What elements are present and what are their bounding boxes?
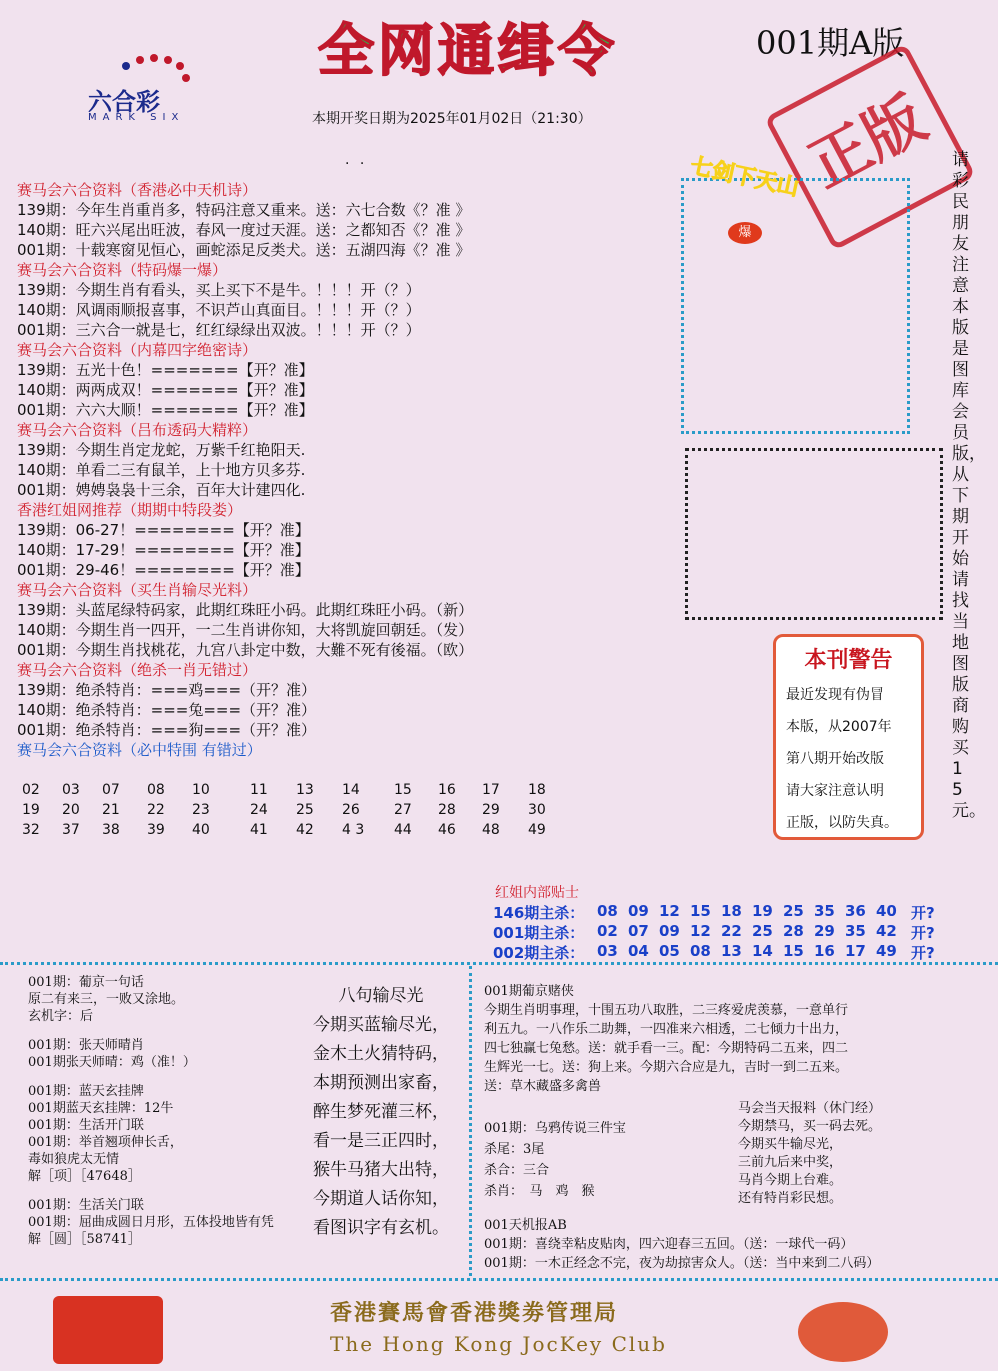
tip-line: 001期：六六大顺！=======【开？准】	[17, 401, 314, 419]
number-cell: 29	[482, 802, 500, 818]
draw-date: 本期开奖日期为2025年01月02日（21:30）	[312, 111, 592, 127]
crow-block	[484, 1118, 704, 1202]
kill-number: 08	[690, 942, 711, 960]
open-mark: 开?	[911, 904, 935, 922]
poem-title: 八句输尽光	[338, 986, 424, 1006]
gamble-line: 生辉光一七。送：狗上来。今期六合应是九，吉时一到二五来。	[484, 1060, 849, 1075]
burst-badge: 爆	[728, 222, 762, 244]
gamble-line: 今期生肖明事理，十围五功八取胜，二三疼爱虎羡慕，一意单行	[484, 1003, 849, 1018]
kill-number: 15	[783, 942, 804, 960]
genuine-stamp: 正版	[764, 43, 976, 251]
kill-number: 35	[814, 902, 835, 920]
tip-line: 139期：今期生肖定龙蛇，万紫千红艳阳天.	[17, 441, 306, 459]
number-cell: 32	[22, 822, 40, 838]
tip-line: 001期：张天师晴肖	[28, 1038, 144, 1053]
kill-number: 22	[721, 922, 742, 940]
gamble-line: 四七独赢七兔愁。送：就手看一三。配：今期特码二五来，四二	[484, 1041, 849, 1056]
warning-box	[773, 634, 924, 840]
divider-bottom	[0, 1278, 998, 1281]
tip-line: 001期：29-46！========【开？准】	[17, 561, 310, 579]
number-row	[22, 800, 582, 820]
tip-line: 玄机字：后	[28, 1009, 94, 1024]
poem-line: 本期预测出家畜，	[313, 1073, 449, 1093]
number-cell: 02	[22, 782, 40, 798]
image-box-bottom	[685, 448, 943, 620]
tip-line: 139期：今年生肖重肖多，特码注意又重来。送：六七合数《？准 》	[17, 201, 471, 219]
bottom-left-tips	[28, 974, 278, 1260]
number-cell: 41	[250, 822, 268, 838]
tip-line: 001期：绝杀特肖：===狗===（开？准）	[17, 721, 317, 739]
row-label: 001期主杀：	[493, 924, 585, 942]
sky-line: 001期：一木正经念不完，夜为劫掠害众人。（送：当中来到二八码）	[484, 1256, 880, 1271]
horse-block	[738, 1100, 968, 1208]
kill-number: 12	[690, 922, 711, 940]
number-cell: 28	[438, 802, 456, 818]
number-cell: 40	[192, 822, 210, 838]
kill-number: 09	[659, 922, 680, 940]
divider-top	[0, 962, 998, 965]
section-title: 赛马会六合资料（内幕四字绝密诗）	[17, 341, 258, 359]
number-cell: 08	[147, 782, 165, 798]
number-cell: 27	[394, 802, 412, 818]
hongjie-row	[493, 942, 953, 962]
number-cell: 25	[296, 802, 314, 818]
tip-line: 140期：旺六兴尾出旺波，春风一度过天涯。送：之都知否《？准 》	[17, 221, 471, 239]
tip-line: 001期：娉娉袅袅十三余，百年大计建四化.	[17, 481, 306, 499]
tip-line: 140期：单看二三有鼠羊，上十地方贝多芬.	[17, 461, 306, 479]
tip-line: 001期张天师晴：鸡（准！）	[28, 1055, 196, 1070]
number-cell: 4 3	[342, 822, 365, 838]
gamble-line: 001期葡京赌侠	[484, 984, 574, 999]
image-box-top	[681, 178, 910, 434]
poem-line: 今期买蓝输尽光，	[313, 1015, 449, 1035]
kill-number: 35	[845, 922, 866, 940]
tip-line: 140期：风调雨顺报喜事，不识芦山真面目。！！！开（？）	[17, 301, 421, 319]
horse-line: 还有特肖彩民想。	[738, 1191, 843, 1206]
crow-line: 001期：乌鸦传说三件宝	[484, 1121, 626, 1136]
tip-line: 解［项］［47648］	[28, 1169, 141, 1184]
kill-number: 17	[845, 942, 866, 960]
tips-column	[17, 180, 637, 760]
kill-number: 40	[876, 902, 897, 920]
tip-line: 140期：17-29！========【开？准】	[17, 541, 310, 559]
number-cell: 48	[482, 822, 500, 838]
kill-number: 49	[876, 942, 897, 960]
gamble-block	[484, 982, 984, 1096]
section-title: 赛马会六合资料（买生肖输尽光料）	[17, 581, 258, 599]
tip-line: 139期：五光十色！=======【开？准】	[17, 361, 314, 379]
kill-number: 15	[690, 902, 711, 920]
tip-line: 139期：今期生肖有看头，买上买下不是牛。！！！开（？）	[17, 281, 421, 299]
tip-line: 001期：屈曲成圆日月形，五体投地皆有凭	[28, 1215, 274, 1230]
tip-line: 001期：今期生肖找桃花，九宫八卦定中数，大難不死有後福。（欧）	[17, 641, 474, 659]
number-cell: 21	[102, 802, 120, 818]
row-label: 002期主杀：	[493, 944, 585, 962]
kill-number: 05	[659, 942, 680, 960]
sky-line: 001天机报AB	[484, 1218, 567, 1233]
hongjie-row	[493, 902, 953, 922]
tip-line: 001期：葡京一句话	[28, 975, 144, 990]
divider-vertical	[469, 966, 472, 1276]
kill-number: 03	[597, 942, 618, 960]
kill-number: 28	[783, 922, 804, 940]
kill-number: 25	[783, 902, 804, 920]
open-mark: 开?	[911, 924, 935, 942]
number-cell: 14	[342, 782, 360, 798]
page-title: 全网通缉令	[318, 19, 618, 84]
warning-body	[786, 679, 916, 839]
gamble-line: 利五九。一八作乐二助舞，一四准来六相透，二七倾力十出力，	[484, 1022, 849, 1037]
logo-subtext: MARK SIX	[88, 112, 185, 123]
hongjie-title: 红姐内部贴士	[495, 885, 579, 901]
tip-line: 001期：生活关门联	[28, 1198, 144, 1213]
section-title: 赛马会六合资料（特码爆一爆）	[17, 261, 228, 279]
tip-line: 139期：06-27！========【开？准】	[17, 521, 310, 539]
number-cell: 11	[250, 782, 268, 798]
kill-number: 12	[659, 902, 680, 920]
crow-line: 杀肖： 马 鸡 猴	[484, 1184, 595, 1199]
kill-number: 36	[845, 902, 866, 920]
crow-line: 杀合：三合	[484, 1163, 550, 1178]
number-cell: 37	[62, 822, 80, 838]
poem-line: 猴牛马猪大出特，	[313, 1160, 449, 1180]
special-title: 赛马会六合资料（必中特围 有错过）	[17, 741, 262, 759]
kill-number: 08	[597, 902, 618, 920]
lottery-logo	[53, 1296, 163, 1364]
kill-number: 02	[597, 922, 618, 940]
tip-block	[28, 1037, 278, 1071]
number-cell: 16	[438, 782, 456, 798]
kill-number: 14	[752, 942, 773, 960]
number-cell: 38	[102, 822, 120, 838]
club-name-cn: 香港賽馬會香港獎劵管理局	[330, 1300, 619, 1326]
tip-line: 001期蓝天玄挂牌：12牛	[28, 1101, 174, 1116]
club-name-en: The Hong Kong JocKey Club	[330, 1332, 667, 1356]
kill-number: 13	[721, 942, 742, 960]
number-cell: 46	[438, 822, 456, 838]
sky-block	[484, 1216, 984, 1273]
number-cell: 17	[482, 782, 500, 798]
poem-line: 金木土火猜特码，	[313, 1044, 449, 1064]
number-cell: 20	[62, 802, 80, 818]
number-cell: 22	[147, 802, 165, 818]
number-cell: 24	[250, 802, 268, 818]
sky-line: 001期：喜绕幸粘皮贴肉，四六迎春三五回。（送：一球代一码）	[484, 1237, 854, 1252]
hongjie-row	[493, 922, 953, 942]
tip-line: 毒如狼虎太无情	[28, 1152, 120, 1167]
section-title: 赛马会六合资料（香港必中天机诗）	[17, 181, 258, 199]
gamble-line: 送：草木藏盛多禽兽	[484, 1079, 602, 1094]
logo-text: 六合彩	[88, 87, 160, 116]
kill-number: 19	[752, 902, 773, 920]
number-cell: 49	[528, 822, 546, 838]
number-cell: 18	[528, 782, 546, 798]
kill-number: 42	[876, 922, 897, 940]
tip-line: 原二有来三，一败又涂地。	[28, 992, 185, 1007]
tip-line: 139期：绝杀特肖：===鸡===（开？准）	[17, 681, 317, 699]
eight-line-poem	[296, 982, 466, 1243]
poem-line: 看一是三正四时，	[313, 1131, 449, 1151]
mark-six-logo	[82, 52, 212, 130]
number-cell: 23	[192, 802, 210, 818]
poem-line: 今期道人话你知，	[313, 1189, 449, 1209]
kill-number: 09	[628, 902, 649, 920]
tip-line: 139期：头蓝尾绿特码家，此期红珠旺小码。此期红珠旺小码。（新）	[17, 601, 474, 619]
tip-line: 001期：蓝天玄挂牌	[28, 1084, 144, 1099]
section-title: 赛马会六合资料（吕布透码大精粹）	[17, 421, 258, 439]
poem-line: 醉生梦死灌三杯，	[313, 1102, 449, 1122]
tip-block	[28, 1083, 278, 1185]
tip-block	[28, 974, 278, 1025]
horse-line: 马肖今期上台难。	[738, 1173, 843, 1188]
kill-number: 18	[721, 902, 742, 920]
number-cell: 42	[296, 822, 314, 838]
tip-line: 001期：生活开门联	[28, 1118, 144, 1133]
row-label: 146期主杀：	[493, 904, 585, 922]
number-cell: 15	[394, 782, 412, 798]
number-cell: 39	[147, 822, 165, 838]
horse-line: 今期买牛输尽光，	[738, 1137, 843, 1152]
crow-line: 杀尾：3尾	[484, 1142, 545, 1157]
tip-line: 001期：举首翘项伸长舌，	[28, 1135, 183, 1150]
warning-line: 本版，从2007年	[786, 719, 892, 735]
edition-label: 001期A版	[756, 24, 905, 62]
tip-block	[28, 1197, 278, 1248]
tip-line: 140期：今期生肖一四开，一二生肖讲你知，大将凯旋回朝廷。（发）	[17, 621, 474, 639]
kill-number: 29	[814, 922, 835, 940]
number-cell: 07	[102, 782, 120, 798]
warning-line: 正版，以防失真。	[786, 815, 898, 831]
kill-number: 07	[628, 922, 649, 940]
warning-line: 请大家注意认明	[786, 783, 884, 799]
kill-number: 04	[628, 942, 649, 960]
number-cell: 30	[528, 802, 546, 818]
number-cell: 26	[342, 802, 360, 818]
warning-line: 最近发现有伪冒	[786, 687, 884, 703]
tip-line: 解［圆］［58741］	[28, 1232, 141, 1247]
number-row	[22, 780, 582, 800]
decor-dots: . .	[345, 152, 368, 168]
warning-line: 第八期开始改版	[786, 751, 884, 767]
horse-line: 今期禁马，买一码去死。	[738, 1119, 882, 1134]
number-row	[22, 820, 582, 840]
number-cell: 10	[192, 782, 210, 798]
kill-number: 25	[752, 922, 773, 940]
tip-line: 140期：绝杀特肖：===兔===（开？准）	[17, 701, 317, 719]
horse-line: 马会当天报料（休门经）	[738, 1101, 882, 1116]
section-title: 赛马会六合资料（绝杀一肖无错过）	[17, 661, 258, 679]
number-cell: 13	[296, 782, 314, 798]
number-cell: 03	[62, 782, 80, 798]
special-number-grid	[22, 780, 582, 840]
tip-line: 001期：十载寒窗见恒心，画蛇添足反类犬。送：五湖四海《？准 》	[17, 241, 471, 259]
tip-line: 140期：两两成双！=======【开？准】	[17, 381, 314, 399]
jockey-club-logo	[798, 1302, 888, 1362]
number-cell: 44	[394, 822, 412, 838]
tip-line: 001期：三六合一就是七，红红绿绿出双波。！！！开（？）	[17, 321, 421, 339]
vertical-notice: 请彩民朋友注意本版是图库会员版，从下期开始请找当地图版商购买15元。	[952, 150, 986, 821]
seven-sword-label: 七剑下天山	[688, 153, 801, 202]
open-mark: 开?	[911, 944, 935, 962]
kill-number: 16	[814, 942, 835, 960]
warning-title: 本刊警告	[804, 648, 893, 673]
number-cell: 19	[22, 802, 40, 818]
horse-line: 三前九后来中奖，	[738, 1155, 843, 1170]
poem-line: 看图识字有玄机。	[313, 1218, 449, 1238]
section-title: 香港红姐网推荐（期期中特段娄）	[17, 501, 243, 519]
